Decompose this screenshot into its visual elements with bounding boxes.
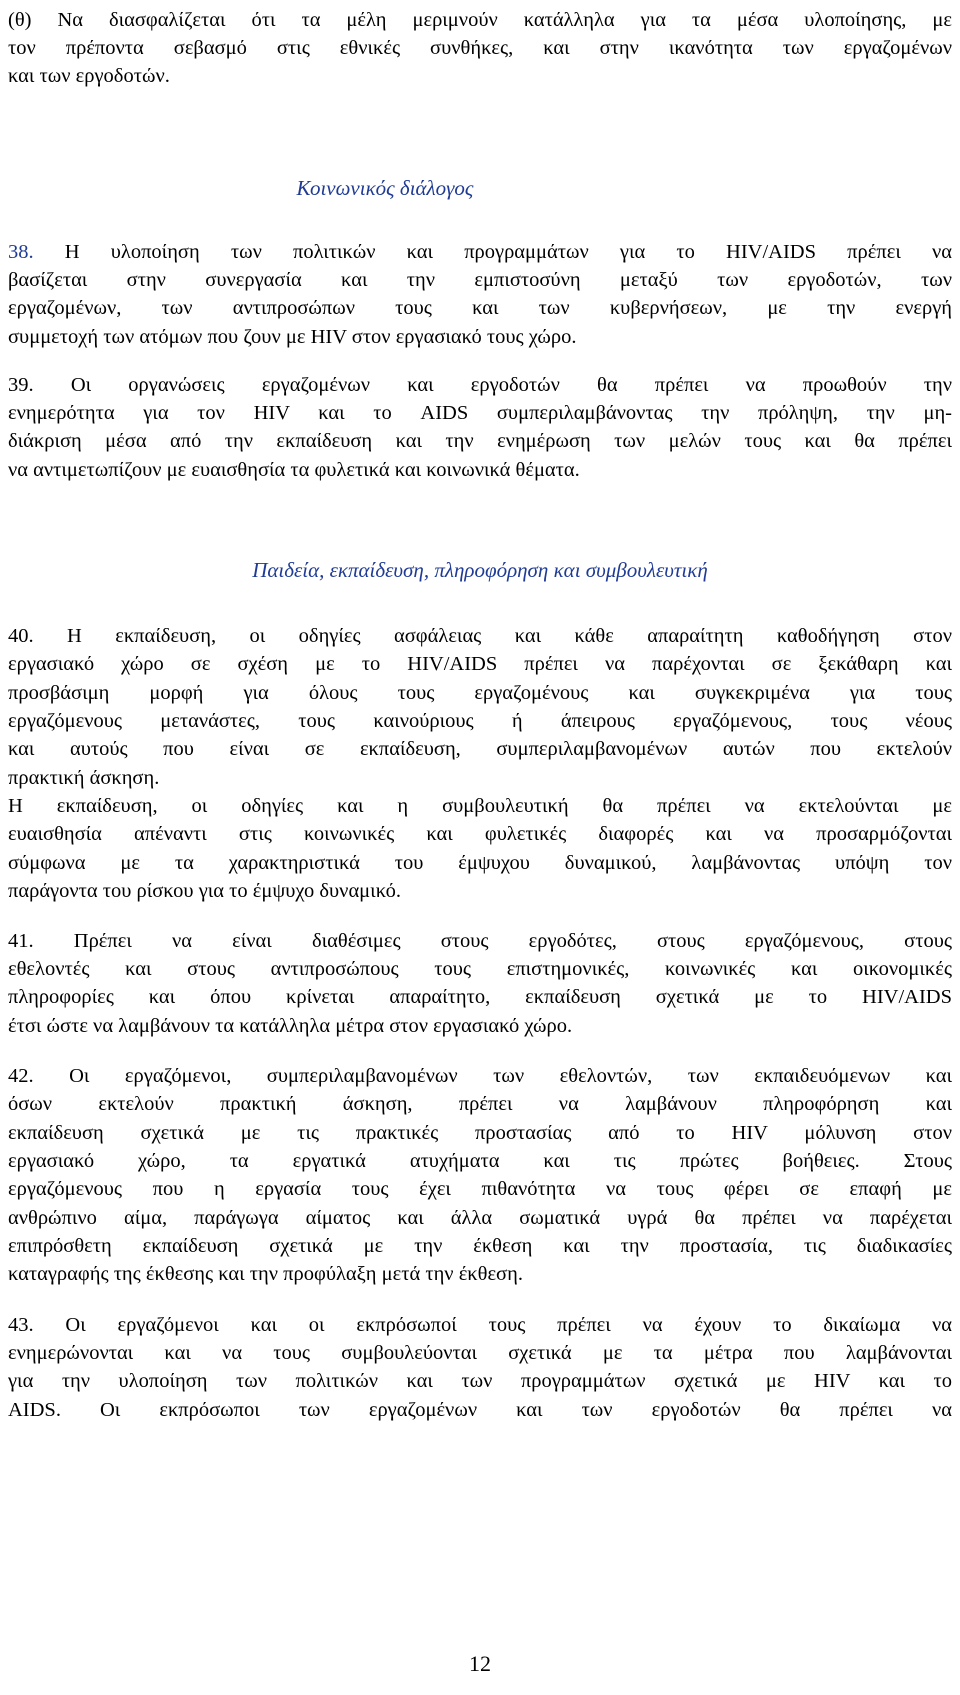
section-heading-education: Παιδεία, εκπαίδευση, πληροφόρηση και συμβουλευτική [252,558,708,582]
para41-number: 41. [8,930,34,952]
para38-number: 38. [8,241,34,263]
para38-line-2: βασίζεται στην συνεργασία και την εμπιστοσύνη μεταξύ των εργοδοτών, των [8,269,952,291]
page-number: 12 [469,1651,491,1676]
para40-text-1: Η εκπαίδευση, οι οδηγίες ασφάλειας και κάθε απαραίτητη καθοδήγηση στον [67,625,952,647]
para42-line-7: επιπρόσθετη εκπαίδευση σχετικά με την έκθεση και την προστασία, τις διαδικασίες [8,1235,952,1257]
para38-line-1 [8,238,952,266]
para40-line-9: σύμφωνα με τα χαρακτηριστικά του έμψυχου δυναμικού, λαμβάνοντας υπόψη τον [8,852,952,874]
intro-line-3: και των εργοδοτών. [8,65,170,87]
para43-line-3: για την υλοποίηση των πολιτικών και των προγραμμάτων σχετικά με HIV και το [8,1370,952,1392]
intro-line-1: (θ) Να διασφαλίζεται ότι τα μέλη μεριμνούν κατάλληλα για τα μέσα υλοποίησης, με [8,9,952,31]
para40-line-8: ευαισθησία απέναντι στις κοινωνικές και φυλετικές διαφορές και να προσαρμόζονται [8,823,952,845]
para40-line-5: και αυτούς που είναι σε εκπαίδευση, συμπεριλαμβανομένων αυτών που εκτελούν [8,738,952,760]
para42-line-3: εκπαίδευση σχετικά με τις πρακτικές προστασίας από το HIV μόλυνση στον [8,1122,952,1144]
section-heading-social-dialogue: Κοινωνικός διάλογος [296,176,474,200]
para42-line-8: καταγραφής της έκθεσης και την προφύλαξη μετά την έκθεση. [8,1263,523,1285]
para40-line-6: πρακτική άσκηση. [8,767,160,789]
para41-line-1 [8,927,952,955]
para42-line-4: εργασιακό χώρο, τα εργατικά ατυχήματα και τις πρώτες βοήθειες. Στους [8,1150,952,1172]
para42-text-1: Οι εργαζόμενοι, συμπεριλαμβανομένων των εθελοντών, των εκπαιδευόμενων και [69,1065,952,1087]
para40-line-4: εργαζόμενους μετανάστες, τους καινούριους ή άπειρους εργαζόμενους, τους νέους [8,710,952,732]
para42-line-5: εργαζόμενους που η εργασία τους έχει πιθανότητα να τους φέρει σε επαφή με [8,1178,952,1200]
para42-number: 42. [8,1065,34,1087]
para42-line-2: όσων εκτελούν πρακτική άσκηση, πρέπει να λαμβάνουν πληροφόρηση και [8,1093,952,1115]
para41-line-4: έτσι ώστε να λαμβάνουν τα κατάλληλα μέτρα στον εργασιακό χώρο. [8,1015,573,1037]
para39-line-2: ενημερότητα για τον HIV και το AIDS συμπεριλαμβάνοντας την πρόληψη, την μη- [8,402,952,424]
para41-line-2: εθελοντές και στους αντιπροσώπους τους επιστημονικές, κοινωνικές και οικονομικές [8,958,952,980]
para43-line-2: ενημερώνονται και να τους συμβουλεύονται σχετικά με τα μέτρα που λαμβάνονται [8,1342,952,1364]
para43-text-1: Οι εργαζόμενοι και οι εκπρόσωποί τους πρέπει να έχουν το δικαίωμα να [65,1314,953,1336]
para42-line-1 [8,1062,952,1090]
para41-text-1: Πρέπει να είναι διαθέσιμες στους εργοδότες, στους εργαζόμενους, στους [73,930,952,952]
intro-line-2: τον πρέποντα σεβασμό στις εθνικές συνθήκες, και στην ικανότητα των εργαζομένων [8,37,952,59]
para38-line-4: συμμετοχή των ατόμων που ζουν με HIV στον εργασιακό τους χώρο. [8,326,577,348]
para39-line-4: να αντιμετωπίζουν με ευαισθησία τα φυλετικά και κοινωνικά θέματα. [8,459,580,481]
para39-line-3: διάκριση μέσα από την εκπαίδευση και την ενημέρωση των μελών τους και θα πρέπει [8,430,952,452]
para42-line-6: ανθρώπινο αίμα, παράγωγα αίματος και άλλα σωματικά υγρά θα πρέπει να παρέχεται [8,1207,952,1229]
para40-line-2: εργασιακό χώρο σε σχέση με το HIV/AIDS πρέπει να παρέχονται σε ξεκάθαρη και [8,653,952,675]
para40-line-7: Η εκπαίδευση, οι οδηγίες και η συμβουλευτική θα πρέπει να εκτελούνται με [8,795,952,817]
para43-number: 43. [8,1314,34,1336]
para39-number: 39. [8,374,34,396]
para39-text-1: Οι οργανώσεις εργαζομένων και εργοδοτών θα πρέπει να προωθούν την [70,374,953,396]
para40-line-3: προσβάσιμη μορφή για όλους τους εργαζομένους και συγκεκριμένα για τους [8,682,952,704]
para38-text-1: Η υλοποίηση των πολιτικών και προγραμμάτων για το HIV/AIDS πρέπει να [64,241,952,263]
para41-line-3: πληροφορίες και όπου κρίνεται απαραίτητο, εκπαίδευση σχετικά με το HIV/AIDS [8,986,952,1008]
para40-line-10: παράγοντα του ρίσκου για το έμψυχο δυναμικό. [8,880,401,902]
para43-line-4: AIDS. Οι εκπρόσωποι των εργαζομένων και των εργοδοτών θα πρέπει να [8,1399,952,1421]
para40-line-1 [8,622,952,650]
para38-line-3: εργαζομένων, των αντιπροσώπων τους και των κυβερνήσεων, με την ενεργή [8,297,952,319]
para40-number: 40. [8,625,34,647]
para43-line-1 [8,1311,952,1339]
para39-line-1 [8,371,952,399]
